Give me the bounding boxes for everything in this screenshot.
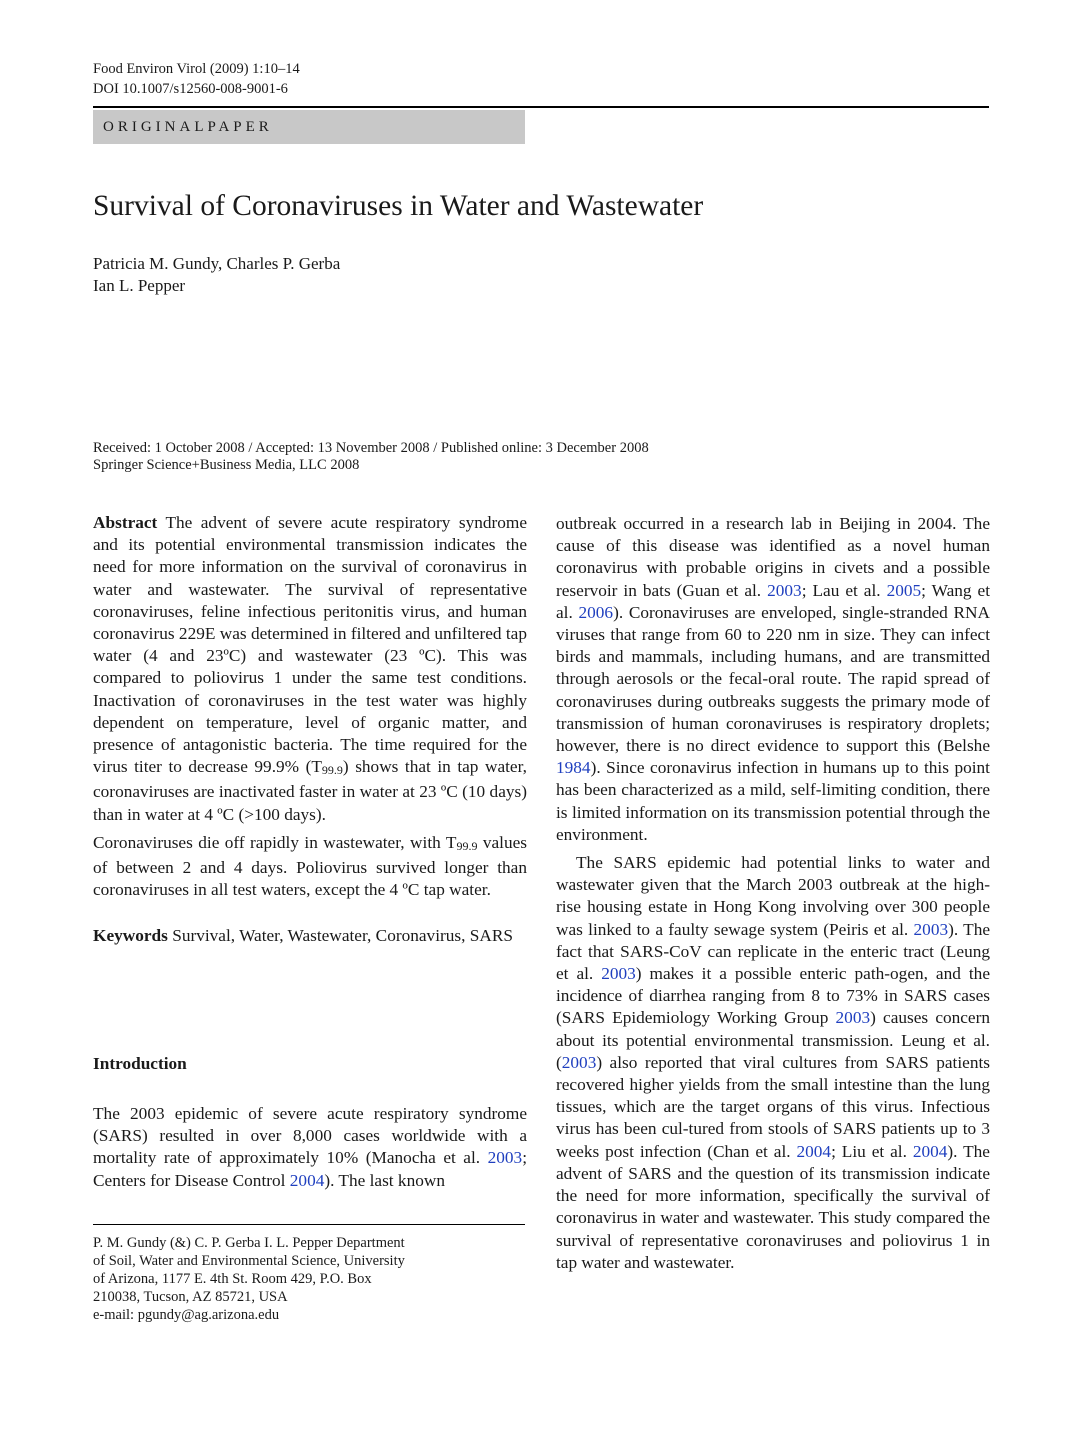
body-text: ). Coronaviruses are enveloped, single-stranded RNA viruses that range from 60 to 220 nm in size. They can infect birds and mammals, including humans, and are transmitted through aerosols or the fecal-oral route. The rapid spread of coronaviruses during outbreaks suggests the primary mode of transmission of human coronaviruses is respiratory droplets; however, there is no direct evidence to support this (Belshe [556, 602, 990, 756]
intro-paragraph [93, 1103, 527, 1192]
abstract-paragraph [93, 832, 527, 902]
citation-link[interactable]: 2003 [913, 919, 949, 939]
article-type-banner: ORIGINALPAPER [93, 110, 525, 144]
citation-link[interactable]: 2003 [487, 1148, 523, 1168]
body-text: ). The fact that SARS-CoV can replicate in the enteric tract (Leung et al. [556, 919, 991, 984]
keywords [93, 925, 527, 947]
abstract-paragraph [93, 512, 527, 826]
keywords-text: Survival, Water, Wastewater, Coronavirus, SARS [167, 926, 513, 946]
author-line: Ian L. Pepper [93, 276, 186, 295]
body-text: ). The advent of SARS and the question of its transmission indicate the need for more information, specifically the survival of coronavirus in water and wastewater. This study compared the survival of representative coronaviruses and poliovirus 1 in tap water and wastewater. [556, 1141, 990, 1272]
citation-link[interactable]: 2004 [796, 1141, 832, 1161]
citation-link[interactable]: 2003 [601, 964, 636, 984]
abstract-text: The advent of severe acute respiratory syndrome and its potential environmental transmission indicates the need for more information on the survival of coronavirus in water and wastewater. The survival of representative coronaviruses, feline infectious peritonitis virus, and human coronavirus 229E was determined in filtered and unfiltered tap water (4 and 23ºC) and wastewater (23 ºC). This was compared to poliovirus 1 under the same test conditions. Inactivation of coronaviruses in the test water was highly dependent on temperature, level of organic matter, and presence of antagonistic bacteria. The time required for the virus titer to decrease 99.9% ( [93, 513, 528, 777]
publication-dates [93, 440, 649, 474]
intro-text: ; Centers for Disease Control [93, 1148, 527, 1190]
author-list [93, 253, 340, 297]
intro-text: The 2003 epidemic of severe acute respiratory syndrome (SARS) resulted in over 8,000 cases worldwide with a mortality rate of approximately 10% (Manocha et al. [93, 1104, 527, 1168]
introduction-section [93, 1103, 527, 1192]
header-rule [93, 106, 989, 108]
body-text: ) causes concern about its potential environmental transmission. Leung et al. ( [556, 1008, 991, 1072]
keywords-label: Keywords [93, 926, 168, 946]
body-text: ; Wang et al. [556, 580, 990, 622]
body-text: ) makes it a possible enteric path-ogen, and the incidence of diarrhea ranging from 8 to 73% in SARS cases (SARS Epidemiology Working Group [556, 964, 990, 1028]
footnote-line: of Arizona, 1177 E. 4th St. Room 429, P.O. Box [93, 1271, 372, 1287]
doi-line: DOI 10.1007/s12560-008-9001-6 [93, 81, 288, 97]
abstract-section [93, 512, 527, 948]
citation-link[interactable]: 2005 [886, 580, 922, 600]
author-line: Patricia M. Gundy, Charles P. Gerba [93, 254, 341, 273]
t-subscript: 99.9 [321, 763, 343, 778]
email-line: e-mail: pgundy@ag.arizona.edu [93, 1307, 280, 1323]
t-symbol: T [445, 832, 457, 852]
body-text: ; Lau et al. [801, 580, 887, 600]
abstract-text: Coronaviruses die off rapidly in wastewater, with [93, 832, 446, 852]
body-text: ; Liu et al. [831, 1141, 913, 1161]
introduction-heading: Introduction [93, 1054, 187, 1073]
citation-link[interactable]: 2004 [912, 1141, 948, 1161]
dates-line: Received: 1 October 2008 / Accepted: 13 November 2008 / Published online: 3 December 2008 [93, 440, 649, 456]
intro-text: ). The last known [324, 1170, 445, 1190]
article-title: Survival of Coronaviruses in Water and Wastewater [93, 190, 704, 222]
author-affiliation-footnote [93, 1234, 533, 1324]
journal-citation [93, 59, 300, 99]
body-text: ) also reported that viral cultures from SARS patients recovered higher yields from the small intestine than the lung tissues, which are the target organs of this virus. Infectious virus has been cul-tured from stools of SARS patients up to 3 weeks post infection (Chan et al. [556, 1052, 990, 1161]
citation-line: Food Environ Virol (2009) 1:10–14 [93, 61, 300, 77]
footnote-line: of Soil, Water and Environmental Science, University [93, 1253, 405, 1269]
abstract-text: ) shows that in tap water, coronaviruses are inactivated faster in water at 23 ºC (10 days) than in water at 4 ºC (>100 days). [93, 757, 527, 824]
footnote-line: P. M. Gundy (&) C. P. Gerba I. L. Pepper Department [93, 1235, 405, 1251]
citation-link[interactable]: 1984 [556, 758, 591, 778]
citation-link[interactable]: 2003 [767, 580, 802, 600]
t-symbol: T [311, 757, 322, 777]
citation-link[interactable]: 2004 [289, 1170, 325, 1190]
citation-link[interactable]: 2006 [578, 602, 614, 622]
citation-link[interactable]: 2003 [835, 1008, 871, 1028]
abstract-label: Abstract [93, 513, 158, 532]
abstract-text: values of between 2 and 4 days. Poliovirus survived longer than coronaviruses in all test waters, except the 4 ºC tap water. [93, 832, 528, 900]
body-text: The SARS epidemic had potential links to water and wastewater given that the March 2003 outbreak at the high-rise housing estate in Hong Kong involving over 300 people was linked to a faulty sewage system (Peiris et al. [556, 853, 990, 939]
body-paragraph [556, 513, 990, 846]
copyright-line: Springer Science+Business Media, LLC 2008 [93, 457, 360, 473]
footnote-line: 210038, Tucson, AZ 85721, USA [93, 1289, 288, 1305]
citation-link[interactable]: 2003 [561, 1052, 597, 1072]
body-text: outbreak occurred in a research lab in Beijing in 2004. The cause of this disease was identified as a novel human coronavirus with probable origins in civets and a possible reservoir in bats (Guan et al. [556, 514, 990, 600]
right-column [556, 513, 990, 1274]
footnote-rule [93, 1224, 525, 1225]
t-subscript: 99.9 [456, 838, 478, 853]
body-paragraph [556, 852, 990, 1274]
body-text: ). Since coronavirus infection in humans up to this point has been characterized as a mild, self-limiting condition, there is limited information on its transmission potential through the environment. [556, 758, 990, 844]
